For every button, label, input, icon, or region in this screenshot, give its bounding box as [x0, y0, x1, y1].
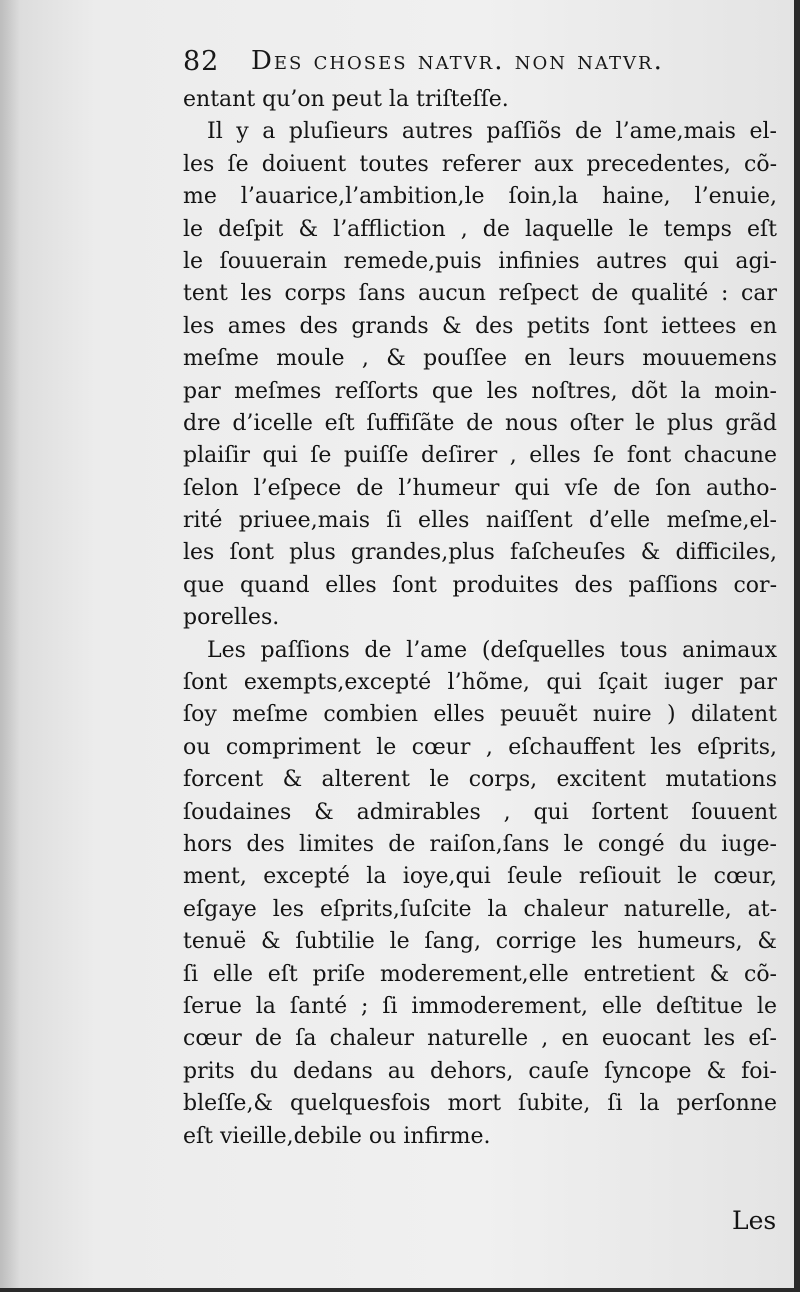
- text-line: plaiſir qui ſe puiſſe deſirer , elles ſe font chacune: [183, 443, 777, 469]
- text-line: tent les corps ſans aucun reſpect de qualité : car: [183, 281, 777, 307]
- text-line: eſt vieille,debile ou infirme.: [183, 1123, 491, 1149]
- text-line: les ſont plus grandes,plus faſcheuſes & difficiles,: [183, 540, 777, 566]
- text-line: Il y a pluſieurs autres paſſiõs de l’ame,mais el-: [207, 119, 777, 145]
- text-line: hors des limites de raiſon,ſans le congé du iuge-: [183, 831, 777, 857]
- text-line: ſont exempts,excepté l’hõme, qui ſçait iuger par: [183, 670, 777, 696]
- text-line: les ſe doiuent toutes referer aux precedentes, cõ-: [183, 151, 777, 177]
- text-line: que quand elles ſont produites des paſſions cor-: [183, 572, 777, 598]
- text-line: bleſſe,& quelquesfois mort ſubite, ſi la perſonne: [183, 1091, 777, 1117]
- text-line: meſme moule , & pouſſee en leurs mouuemens: [183, 346, 777, 372]
- text-line: ſoudaines & admirables , qui ſortent ſouuent: [183, 799, 777, 825]
- text-line: prits du dedans au dehors, cauſe ſyncope & foi-: [183, 1058, 777, 1084]
- page-header: [183, 46, 773, 80]
- text-line: eſgaye les eſprits,ſuſcite la chaleur naturelle, at-: [183, 896, 777, 922]
- text-line: ſi elle eſt priſe moderement,elle entretient & cõ-: [183, 961, 777, 987]
- text-line: le deſpit & l’affliction , de laquelle le temps eſt: [183, 216, 777, 242]
- text-line: ſerue la ſanté ; ſi immoderement, elle deſtitue le: [183, 993, 777, 1019]
- running-title: Des choses natvr. non natvr.: [251, 46, 664, 76]
- text-line: entant qu’on peut la triſteſſe.: [183, 87, 509, 112]
- text-line: forcent & alterent le corps, excitent mutations: [183, 767, 777, 793]
- text-line: le ſouuerain remede,puis infinies autres qui agi-: [183, 248, 777, 274]
- text-line: cœur de ſa chaleur naturelle , en euocant les eſ-: [183, 1026, 777, 1052]
- folio-number: 82: [183, 46, 220, 77]
- text-line: les ames des grands & des petits ſont iettees en: [183, 313, 777, 339]
- text-line: me l’auarice,l’ambition,le ſoin,la haine, l’enuie,: [183, 184, 777, 210]
- page-gutter-shadow: [0, 0, 20, 1288]
- text-line: par meſmes reſſorts que les noſtres, dõt la moin-: [183, 378, 777, 404]
- text-line: ment, excepté la ioye,qui ſeule reſiouit le cœur,: [183, 864, 777, 890]
- body-text: [183, 84, 777, 1153]
- text-line: tenuë & ſubtilie le ſang, corrige les humeurs, &: [183, 929, 777, 955]
- text-line: ſelon l’eſpece de l’humeur qui vſe de ſon autho-: [183, 475, 777, 501]
- text-line: ou compriment le cœur , eſchauffent les eſprits,: [183, 734, 777, 760]
- text-line: ſoy meſme combien elles peuuẽt nuire ) dilatent: [183, 702, 777, 728]
- text-line: Les paſſions de l’ame (deſquelles tous animaux: [207, 637, 777, 663]
- text-line: rité priuee,mais ſi elles naiſſent d’elle meſme,el-: [183, 508, 777, 534]
- text-line: porelles.: [183, 605, 280, 631]
- text-line: dre d’icelle eſt ſuffiſãte de nous oſter le plus grãd: [183, 410, 777, 436]
- catchword: Les: [732, 1206, 777, 1235]
